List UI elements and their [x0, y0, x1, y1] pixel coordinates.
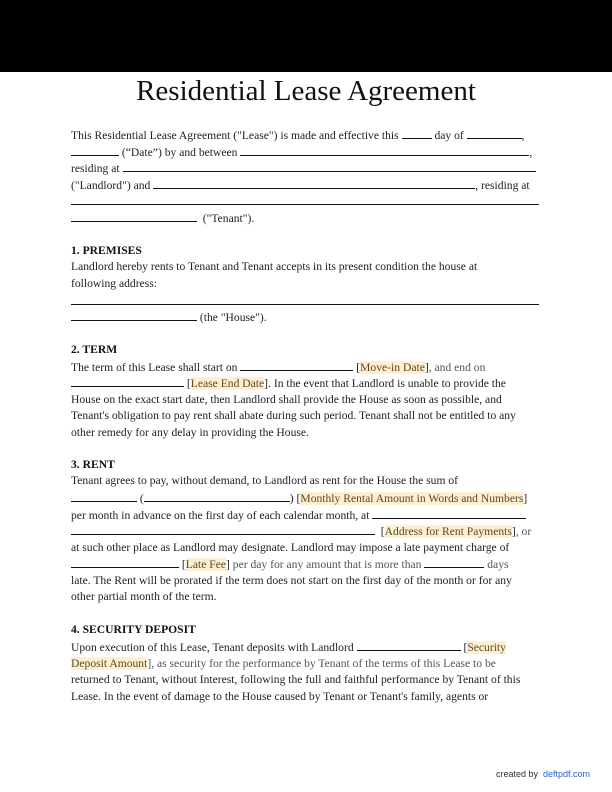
- tenant-address-field-2[interactable]: [71, 210, 197, 222]
- date-field[interactable]: [71, 144, 119, 156]
- late-fee-label: Late Fee: [185, 558, 226, 571]
- late-fee-field[interactable]: [71, 556, 179, 568]
- rent-payment-address-field-2[interactable]: [71, 523, 375, 535]
- term-line-1: The term of this Lease shall start on [Move-in Date], and end on: [71, 361, 486, 374]
- deposit-line-3: returned to Tenant, without Interest, following the full and faithful performance by Tenant of this: [71, 673, 521, 686]
- move-in-date-label: Move-in Date: [360, 361, 425, 374]
- rent-line-8: other partial month of the term.: [71, 590, 217, 603]
- rent-payment-address-field-1[interactable]: [372, 507, 526, 519]
- term-line-2: [Lease End Date]. In the event that Landlord is unable to provide the: [71, 375, 541, 392]
- section-heading-rent: 3. RENT: [71, 458, 115, 471]
- section-heading-term: 2. TERM: [71, 343, 118, 356]
- rent-line-1: Tenant agrees to pay, without demand, to Landlord as rent for the House the sum of: [71, 474, 459, 487]
- deposit-line-4: Lease. In the event of damage to the House caused by Tenant or Tenant's family, agents or: [71, 690, 489, 703]
- monthly-rent-label: Monthly Rental Amount in Words and Numbers: [300, 492, 524, 505]
- rent-amount-numbers-field[interactable]: [71, 490, 137, 502]
- document-title: Residential Lease Agreement: [136, 75, 476, 107]
- premises-line-4: (the "House").: [71, 309, 541, 326]
- security-deposit-label-part1: Security: [467, 641, 506, 654]
- late-days-field[interactable]: [424, 556, 484, 568]
- deftpdf-link[interactable]: deftpdf.com: [543, 769, 591, 779]
- rent-line-5: at such other place as Landlord may designate. Landlord may impose a late payment charge of: [71, 541, 510, 554]
- tenant-name-field[interactable]: [153, 177, 475, 189]
- intro-line-6: ("Tenant").: [71, 210, 541, 227]
- intro-line-5: [71, 193, 541, 210]
- section-heading-premises: 1. PREMISES: [71, 244, 142, 257]
- term-line-4: Tenant's obligation to pay rent shall abate during such period. Tenant shall not be entitled to any: [71, 409, 516, 422]
- tenant-address-field-1[interactable]: [71, 193, 539, 205]
- rent-line-3: per month in advance on the first day of each calendar month, at: [71, 507, 541, 524]
- section-heading-security-deposit: 4. SECURITY DEPOSIT: [71, 623, 196, 636]
- lease-end-date-field[interactable]: [71, 375, 184, 387]
- intro-line-1: This Residential Lease Agreement ("Lease") is made and effective this day of ,: [71, 129, 525, 142]
- created-by-footer: created by deftpdf.com: [496, 769, 591, 779]
- month-field[interactable]: [467, 127, 522, 139]
- term-line-5: other remedy for any delay in providing the House.: [71, 426, 309, 439]
- rent-address-label: Address for Rent Payments: [384, 525, 512, 538]
- rent-amount-words-field[interactable]: [144, 490, 290, 502]
- intro-line-3: residing at: [71, 160, 541, 177]
- premises-line-1: Landlord hereby rents to Tenant and Tenant accepts in its present condition the house at: [71, 260, 478, 273]
- term-line-3: House on the exact start date, then Landlord shall provide the House as soon as possible, and: [71, 393, 502, 406]
- intro-line-4: ("Landlord") and , residing at: [71, 179, 530, 192]
- security-deposit-label-part2: Deposit Amount: [71, 657, 148, 670]
- security-deposit-field[interactable]: [357, 639, 461, 651]
- house-address-field-2[interactable]: [71, 309, 197, 321]
- rent-line-2: ( ) [Monthly Rental Amount in Words and Numbers]: [71, 490, 541, 507]
- premises-line-2: following address:: [71, 277, 157, 290]
- rent-line-6: [Late Fee] per day for any amount that is more than days: [71, 556, 541, 573]
- top-black-bar: [0, 0, 612, 72]
- landlord-address-field[interactable]: [123, 160, 536, 172]
- lease-end-date-label: Lease End Date: [190, 377, 265, 390]
- deposit-line-1: Upon execution of this Lease, Tenant deposits with Landlord [Security: [71, 641, 506, 654]
- landlord-name-field[interactable]: [240, 144, 529, 156]
- rent-line-7: late. The Rent will be prorated if the term does not start on the first day of the month or for any: [71, 574, 512, 587]
- move-in-date-field[interactable]: [240, 359, 353, 371]
- day-field[interactable]: [402, 127, 432, 139]
- house-address-field-1[interactable]: [71, 293, 539, 305]
- premises-line-3: [71, 293, 541, 310]
- deposit-line-2: Deposit Amount], as security for the performance by Tenant of the terms of this Lease to be: [71, 657, 496, 670]
- intro-line-2: (“Date”) by and between ,: [71, 144, 541, 161]
- rent-line-4: [Address for Rent Payments], or: [71, 523, 541, 540]
